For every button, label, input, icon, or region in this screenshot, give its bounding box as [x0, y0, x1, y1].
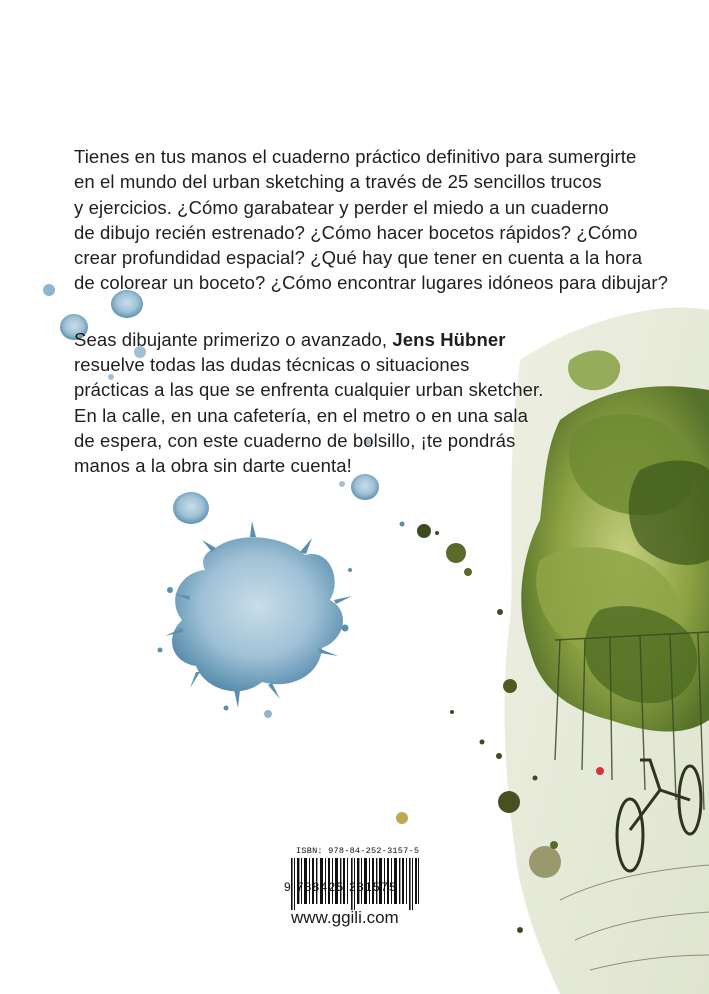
blurb-line: de espera, con este cuaderno de bolsillo, ¡te pondrás: [74, 429, 516, 451]
author-name: Jens Hübner: [392, 328, 506, 350]
blurb-line-author: [74, 327, 634, 352]
blurb-line: y ejercicios. ¿Cómo garabatear y perder el miedo a un cuaderno: [74, 196, 609, 218]
barcode-digits: 9 788425 231575: [284, 880, 397, 894]
back-cover-blurb: [74, 144, 669, 479]
blurb-line: de dibujo recién estrenado? ¿Cómo hacer bocetos rápidos? ¿Cómo: [74, 221, 638, 243]
blurb-line: manos a la obra sin darte cuenta!: [74, 455, 352, 477]
blurb-line: resuelve todas las dudas técnicas o situaciones: [74, 354, 470, 376]
blurb-line: prácticas a las que se enfrenta cualquier urban sketcher.: [74, 379, 544, 401]
blurb-text: Seas dibujante primerizo o avanzado,: [74, 328, 393, 350]
publisher-website: www.ggili.com: [291, 908, 399, 927]
blurb-line: de colorear un boceto? ¿Cómo encontrar lugares idóneos para dibujar?: [74, 272, 669, 294]
blurb-line: crear profundidad espacial? ¿Qué hay que tener en cuenta a la hora: [74, 247, 643, 269]
blurb-line: En la calle, en una cafetería, en el metro o en una sala: [74, 404, 528, 426]
isbn-label: ISBN: 978-84-252-3157-5: [296, 846, 420, 856]
blurb-line: Tienes en tus manos el cuaderno práctico definitivo para sumergirte: [74, 146, 637, 167]
large-blue-splash: [172, 537, 343, 691]
red-accent-dot: [596, 767, 604, 775]
blurb-line: en el mundo del urban sketching a través de 25 sencillos trucos: [74, 171, 602, 193]
